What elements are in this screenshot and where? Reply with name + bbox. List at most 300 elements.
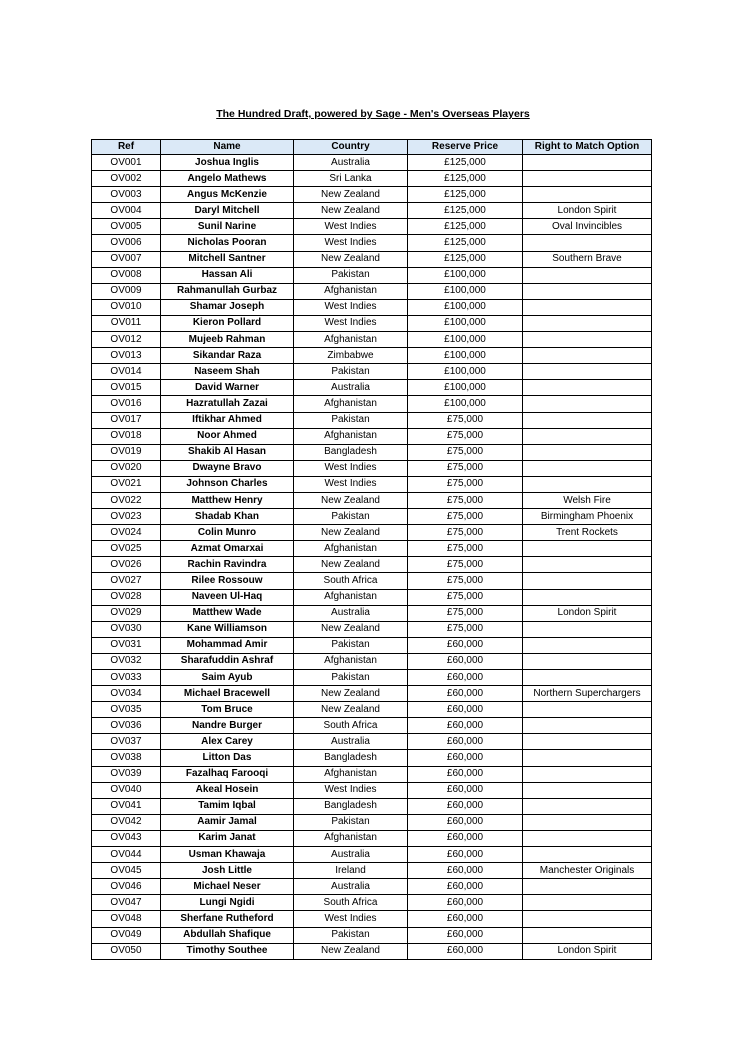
table-row [92,380,652,396]
reserve-price-cell: £60,000 [408,943,523,959]
name-cell: Fazalhaq Farooqi [161,766,294,782]
reserve-price-cell: £75,000 [408,476,523,492]
right-to-match-cell [523,702,652,718]
reserve-price-cell: £60,000 [408,927,523,943]
right-to-match-cell: London Spirit [523,943,652,959]
ref-cell: OV024 [92,525,161,541]
table-row [92,171,652,187]
right-to-match-cell: London Spirit [523,605,652,621]
name-cell: Tamim Iqbal [161,798,294,814]
table-row [92,830,652,846]
country-cell: West Indies [294,219,408,235]
name-cell: Usman Khawaja [161,847,294,863]
column-header-ref: Ref [92,140,161,155]
country-cell: Bangladesh [294,750,408,766]
right-to-match-cell [523,267,652,283]
name-cell: Nicholas Pooran [161,235,294,251]
right-to-match-cell: Northern Superchargers [523,686,652,702]
reserve-price-cell: £75,000 [408,444,523,460]
reserve-price-cell: £75,000 [408,412,523,428]
table-row [92,847,652,863]
country-cell: New Zealand [294,203,408,219]
right-to-match-cell [523,364,652,380]
country-cell: South Africa [294,718,408,734]
name-cell: Matthew Wade [161,605,294,621]
name-cell: Abdullah Shafique [161,927,294,943]
reserve-price-cell: £75,000 [408,541,523,557]
country-cell: Australia [294,155,408,171]
ref-cell: OV033 [92,670,161,686]
ref-cell: OV039 [92,766,161,782]
right-to-match-cell [523,670,652,686]
country-cell: Afghanistan [294,766,408,782]
ref-cell: OV032 [92,653,161,669]
table-row [92,782,652,798]
name-cell: Michael Neser [161,879,294,895]
reserve-price-cell: £100,000 [408,267,523,283]
ref-cell: OV028 [92,589,161,605]
right-to-match-cell [523,621,652,637]
name-cell: Naveen Ul-Haq [161,589,294,605]
table-row [92,718,652,734]
table-row [92,412,652,428]
ref-cell: OV043 [92,830,161,846]
name-cell: Rilee Rossouw [161,573,294,589]
ref-cell: OV040 [92,782,161,798]
table-row [92,605,652,621]
table-row [92,863,652,879]
right-to-match-cell [523,830,652,846]
reserve-price-cell: £100,000 [408,283,523,299]
country-cell: South Africa [294,573,408,589]
ref-cell: OV046 [92,879,161,895]
table-row [92,396,652,412]
ref-cell: OV036 [92,718,161,734]
reserve-price-cell: £75,000 [408,428,523,444]
country-cell: New Zealand [294,557,408,573]
country-cell: Australia [294,380,408,396]
table-row [92,219,652,235]
ref-cell: OV015 [92,380,161,396]
reserve-price-cell: £75,000 [408,525,523,541]
reserve-price-cell: £125,000 [408,171,523,187]
right-to-match-cell: Oval Invincibles [523,219,652,235]
country-cell: Afghanistan [294,830,408,846]
name-cell: Timothy Southee [161,943,294,959]
reserve-price-cell: £60,000 [408,718,523,734]
country-cell: Pakistan [294,267,408,283]
table-row [92,879,652,895]
ref-cell: OV029 [92,605,161,621]
ref-cell: OV008 [92,267,161,283]
right-to-match-cell: London Spirit [523,203,652,219]
right-to-match-cell: Welsh Fire [523,492,652,508]
ref-cell: OV038 [92,750,161,766]
table-row [92,927,652,943]
country-cell: Pakistan [294,509,408,525]
name-cell: Sikandar Raza [161,348,294,364]
reserve-price-cell: £100,000 [408,332,523,348]
right-to-match-cell [523,541,652,557]
column-header-right-to-match: Right to Match Option [523,140,652,155]
reserve-price-cell: £60,000 [408,766,523,782]
name-cell: Iftikhar Ahmed [161,412,294,428]
country-cell: West Indies [294,911,408,927]
right-to-match-cell [523,734,652,750]
ref-cell: OV016 [92,396,161,412]
table-row [92,814,652,830]
right-to-match-cell: Southern Brave [523,251,652,267]
column-header-reserve-price: Reserve Price [408,140,523,155]
reserve-price-cell: £125,000 [408,235,523,251]
table-row [92,476,652,492]
reserve-price-cell: £100,000 [408,364,523,380]
country-cell: Sri Lanka [294,171,408,187]
table-row [92,653,652,669]
right-to-match-cell [523,573,652,589]
country-cell: Australia [294,734,408,750]
right-to-match-cell [523,718,652,734]
country-cell: Australia [294,879,408,895]
right-to-match-cell [523,750,652,766]
ref-cell: OV023 [92,509,161,525]
country-cell: Australia [294,847,408,863]
right-to-match-cell [523,782,652,798]
name-cell: Nandre Burger [161,718,294,734]
ref-cell: OV027 [92,573,161,589]
name-cell: Karim Janat [161,830,294,846]
right-to-match-cell [523,187,652,203]
country-cell: Afghanistan [294,653,408,669]
reserve-price-cell: £75,000 [408,573,523,589]
ref-cell: OV044 [92,847,161,863]
table-row [92,460,652,476]
ref-cell: OV006 [92,235,161,251]
reserve-price-cell: £100,000 [408,315,523,331]
right-to-match-cell [523,476,652,492]
table-body [92,155,652,960]
reserve-price-cell: £60,000 [408,734,523,750]
right-to-match-cell [523,235,652,251]
reserve-price-cell: £100,000 [408,299,523,315]
country-cell: Pakistan [294,670,408,686]
right-to-match-cell [523,653,652,669]
table-row [92,299,652,315]
table-row [92,525,652,541]
country-cell: New Zealand [294,943,408,959]
right-to-match-cell [523,766,652,782]
ref-cell: OV010 [92,299,161,315]
country-cell: West Indies [294,460,408,476]
ref-cell: OV034 [92,686,161,702]
name-cell: Saim Ayub [161,670,294,686]
country-cell: West Indies [294,782,408,798]
right-to-match-cell [523,428,652,444]
right-to-match-cell [523,927,652,943]
table-row [92,283,652,299]
country-cell: Afghanistan [294,589,408,605]
reserve-price-cell: £125,000 [408,155,523,171]
reserve-price-cell: £60,000 [408,798,523,814]
ref-cell: OV049 [92,927,161,943]
table-row [92,734,652,750]
ref-cell: OV031 [92,637,161,653]
country-cell: New Zealand [294,621,408,637]
right-to-match-cell [523,589,652,605]
ref-cell: OV013 [92,348,161,364]
table-row [92,155,652,171]
ref-cell: OV022 [92,492,161,508]
table-row [92,637,652,653]
country-cell: New Zealand [294,187,408,203]
country-cell: Pakistan [294,637,408,653]
table-row [92,911,652,927]
ref-cell: OV037 [92,734,161,750]
reserve-price-cell: £60,000 [408,637,523,653]
table-row [92,203,652,219]
table-row [92,589,652,605]
name-cell: Noor Ahmed [161,428,294,444]
name-cell: Hassan Ali [161,267,294,283]
right-to-match-cell [523,879,652,895]
reserve-price-cell: £60,000 [408,911,523,927]
name-cell: Sunil Narine [161,219,294,235]
table-header-row [92,140,652,155]
ref-cell: OV021 [92,476,161,492]
ref-cell: OV019 [92,444,161,460]
ref-cell: OV004 [92,203,161,219]
reserve-price-cell: £125,000 [408,203,523,219]
country-cell: New Zealand [294,702,408,718]
reserve-price-cell: £100,000 [408,396,523,412]
right-to-match-cell [523,315,652,331]
name-cell: Joshua Inglis [161,155,294,171]
ref-cell: OV035 [92,702,161,718]
ref-cell: OV018 [92,428,161,444]
table-row [92,267,652,283]
reserve-price-cell: £60,000 [408,895,523,911]
ref-cell: OV003 [92,187,161,203]
table-row [92,315,652,331]
column-header-country: Country [294,140,408,155]
table-row [92,428,652,444]
name-cell: Alex Carey [161,734,294,750]
country-cell: West Indies [294,235,408,251]
country-cell: Pakistan [294,412,408,428]
table-row [92,492,652,508]
name-cell: Lungi Ngidi [161,895,294,911]
table-row [92,670,652,686]
country-cell: Bangladesh [294,444,408,460]
table-row [92,187,652,203]
country-cell: Afghanistan [294,396,408,412]
name-cell: Michael Bracewell [161,686,294,702]
table-row [92,702,652,718]
table-row [92,541,652,557]
right-to-match-cell [523,396,652,412]
ref-cell: OV045 [92,863,161,879]
ref-cell: OV007 [92,251,161,267]
name-cell: Kieron Pollard [161,315,294,331]
name-cell: Kane Williamson [161,621,294,637]
reserve-price-cell: £75,000 [408,621,523,637]
table-row [92,766,652,782]
reserve-price-cell: £75,000 [408,460,523,476]
right-to-match-cell: Trent Rockets [523,525,652,541]
country-cell: New Zealand [294,492,408,508]
country-cell: Bangladesh [294,798,408,814]
name-cell: Akeal Hosein [161,782,294,798]
name-cell: Sharafuddin Ashraf [161,653,294,669]
ref-cell: OV017 [92,412,161,428]
country-cell: Ireland [294,863,408,879]
right-to-match-cell [523,814,652,830]
ref-cell: OV011 [92,315,161,331]
table-row [92,621,652,637]
country-cell: Afghanistan [294,541,408,557]
name-cell: Azmat Omarxai [161,541,294,557]
right-to-match-cell [523,348,652,364]
reserve-price-cell: £60,000 [408,830,523,846]
name-cell: Johnson Charles [161,476,294,492]
table-row [92,509,652,525]
table-row [92,251,652,267]
country-cell: Australia [294,605,408,621]
table-row [92,750,652,766]
ref-cell: OV001 [92,155,161,171]
reserve-price-cell: £60,000 [408,670,523,686]
country-cell: South Africa [294,895,408,911]
name-cell: Rahmanullah Gurbaz [161,283,294,299]
name-cell: Rachin Ravindra [161,557,294,573]
right-to-match-cell [523,283,652,299]
right-to-match-cell [523,412,652,428]
right-to-match-cell [523,380,652,396]
name-cell: Josh Little [161,863,294,879]
reserve-price-cell: £75,000 [408,605,523,621]
column-header-name: Name [161,140,294,155]
reserve-price-cell: £60,000 [408,702,523,718]
table-row [92,686,652,702]
reserve-price-cell: £75,000 [408,589,523,605]
ref-cell: OV002 [92,171,161,187]
country-cell: Pakistan [294,814,408,830]
reserve-price-cell: £60,000 [408,750,523,766]
right-to-match-cell [523,911,652,927]
name-cell: Tom Bruce [161,702,294,718]
country-cell: New Zealand [294,686,408,702]
name-cell: Hazratullah Zazai [161,396,294,412]
reserve-price-cell: £75,000 [408,492,523,508]
ref-cell: OV020 [92,460,161,476]
reserve-price-cell: £60,000 [408,879,523,895]
country-cell: West Indies [294,299,408,315]
name-cell: Aamir Jamal [161,814,294,830]
name-cell: Shadab Khan [161,509,294,525]
right-to-match-cell [523,460,652,476]
name-cell: Angelo Mathews [161,171,294,187]
reserve-price-cell: £60,000 [408,782,523,798]
ref-cell: OV041 [92,798,161,814]
name-cell: Daryl Mitchell [161,203,294,219]
country-cell: Zimbabwe [294,348,408,364]
name-cell: Mujeeb Rahman [161,332,294,348]
name-cell: David Warner [161,380,294,396]
table-row [92,557,652,573]
table-row [92,943,652,959]
players-table [91,139,652,960]
table-row [92,332,652,348]
ref-cell: OV014 [92,364,161,380]
country-cell: West Indies [294,315,408,331]
reserve-price-cell: £125,000 [408,251,523,267]
reserve-price-cell: £125,000 [408,219,523,235]
table-row [92,235,652,251]
reserve-price-cell: £75,000 [408,509,523,525]
reserve-price-cell: £60,000 [408,653,523,669]
ref-cell: OV048 [92,911,161,927]
table-row [92,348,652,364]
ref-cell: OV042 [92,814,161,830]
ref-cell: OV026 [92,557,161,573]
table-row [92,798,652,814]
right-to-match-cell: Manchester Originals [523,863,652,879]
right-to-match-cell [523,332,652,348]
reserve-price-cell: £60,000 [408,847,523,863]
name-cell: Mitchell Santner [161,251,294,267]
table-row [92,444,652,460]
table-row [92,573,652,589]
right-to-match-cell [523,798,652,814]
ref-cell: OV025 [92,541,161,557]
country-cell: Pakistan [294,364,408,380]
ref-cell: OV012 [92,332,161,348]
name-cell: Mohammad Amir [161,637,294,653]
right-to-match-cell [523,299,652,315]
right-to-match-cell [523,444,652,460]
ref-cell: OV047 [92,895,161,911]
ref-cell: OV009 [92,283,161,299]
document-title: The Hundred Draft, powered by Sage - Men's Overseas Players [216,108,530,120]
reserve-price-cell: £60,000 [408,686,523,702]
reserve-price-cell: £60,000 [408,814,523,830]
right-to-match-cell: Birmingham Phoenix [523,509,652,525]
name-cell: Colin Munro [161,525,294,541]
reserve-price-cell: £100,000 [408,348,523,364]
ref-cell: OV050 [92,943,161,959]
reserve-price-cell: £60,000 [408,863,523,879]
table-row [92,895,652,911]
right-to-match-cell [523,895,652,911]
reserve-price-cell: £100,000 [408,380,523,396]
name-cell: Matthew Henry [161,492,294,508]
name-cell: Dwayne Bravo [161,460,294,476]
country-cell: Pakistan [294,927,408,943]
reserve-price-cell: £125,000 [408,187,523,203]
name-cell: Angus McKenzie [161,187,294,203]
country-cell: Afghanistan [294,332,408,348]
name-cell: Litton Das [161,750,294,766]
country-cell: Afghanistan [294,283,408,299]
reserve-price-cell: £75,000 [408,557,523,573]
country-cell: West Indies [294,476,408,492]
country-cell: New Zealand [294,525,408,541]
right-to-match-cell [523,557,652,573]
right-to-match-cell [523,637,652,653]
country-cell: New Zealand [294,251,408,267]
ref-cell: OV030 [92,621,161,637]
name-cell: Shamar Joseph [161,299,294,315]
